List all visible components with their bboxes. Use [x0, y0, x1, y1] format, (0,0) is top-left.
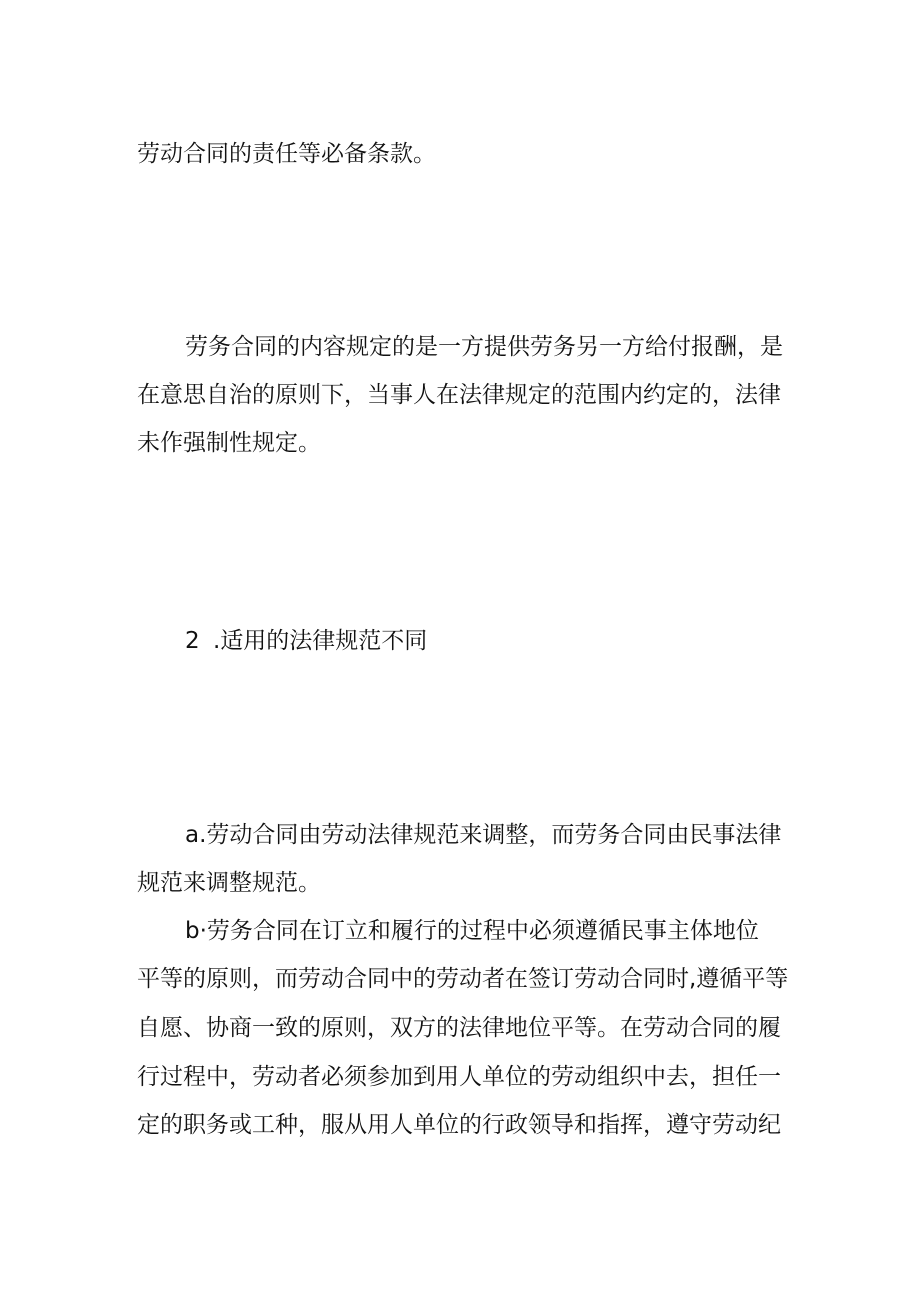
paragraph-b-line-1: b·劳务合同在订立和履行的过程中必须遵循民事主体地位	[185, 918, 759, 944]
paragraph-2-line-2: 在意思自治的原则下，当事人在法律规定的范围内约定的，法律	[137, 382, 781, 408]
paragraph-a-line-1: a.劳动合同由劳动法律规范来调整，而劳务合同由民事法律	[185, 822, 782, 848]
paragraph-b-line-4: 行过程中，劳动者必须参加到用人单位的劳动组织中去，担任一	[137, 1064, 781, 1090]
section-heading-text: .适用的法律规范不同	[213, 628, 428, 654]
paragraph-2-line-1: 劳务合同的内容规定的是一方提供劳务另一方给付报酬，是	[185, 334, 783, 360]
section-heading-number: 2	[185, 628, 200, 654]
paragraph-b-line-3: 自愿、协商一致的原则，双方的法律地位平等。在劳动合同的履	[137, 1015, 781, 1041]
paragraph-2-line-3: 未作强制性规定。	[137, 430, 321, 456]
paragraph-1-line-1: 劳动合同的责任等必备条款。	[137, 141, 436, 167]
section-heading	[185, 618, 835, 664]
paragraph-a-line-2: 规范来调整规范。	[137, 870, 321, 896]
paragraph-b-line-5: 定的职务或工种，服从用人单位的行政领导和指挥，遵守劳动纪	[137, 1112, 781, 1138]
paragraph-b-line-2: 平等的原则，而劳动合同中的劳动者在签订劳动合同时,遵循平等	[137, 966, 789, 992]
